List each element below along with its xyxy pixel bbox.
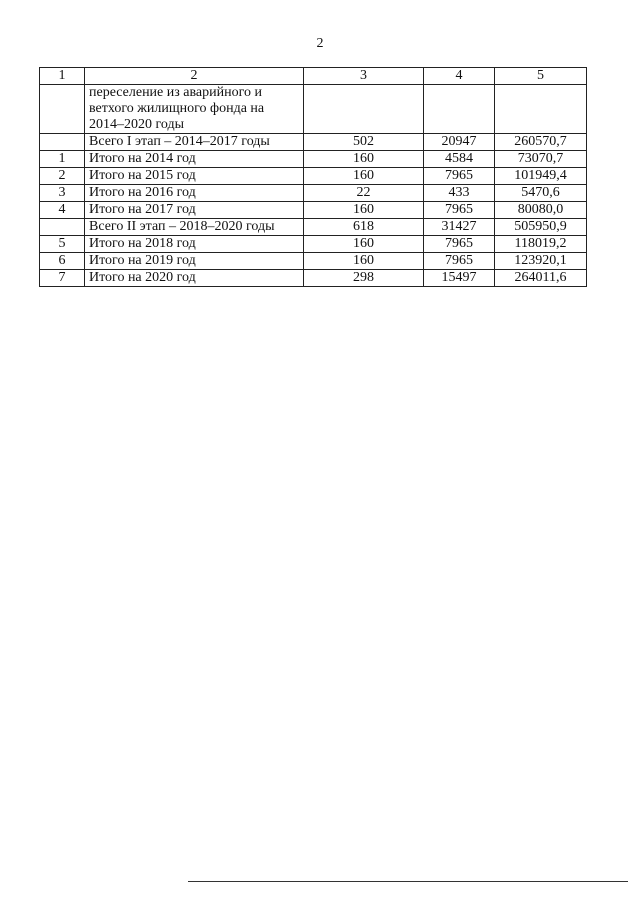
table-row — [40, 202, 587, 219]
table-cell — [495, 85, 587, 134]
table-intro-row — [40, 85, 587, 134]
value-cell-4: 433 — [424, 185, 495, 202]
value-cell-5: 123920,1 — [495, 253, 587, 270]
row-label-cell: Итого на 2019 год — [85, 253, 304, 270]
row-label-cell: Итого на 2017 год — [85, 202, 304, 219]
intro-text: переселение из аварийного и ветхого жилищного фонда на 2014–2020 годы — [85, 85, 304, 134]
value-cell-5: 80080,0 — [495, 202, 587, 219]
value-cell-4: 7965 — [424, 253, 495, 270]
value-cell-3: 22 — [304, 185, 424, 202]
value-cell-4: 7965 — [424, 168, 495, 185]
value-cell-5: 73070,7 — [495, 151, 587, 168]
table-row — [40, 253, 587, 270]
table-row — [40, 168, 587, 185]
bottom-rule — [188, 881, 628, 882]
row-number-cell — [40, 134, 85, 151]
table-row — [40, 185, 587, 202]
table-row — [40, 270, 587, 287]
column-header: 2 — [85, 68, 304, 85]
value-cell-3: 160 — [304, 168, 424, 185]
value-cell-4: 7965 — [424, 236, 495, 253]
value-cell-4: 15497 — [424, 270, 495, 287]
column-header: 5 — [495, 68, 587, 85]
value-cell-5: 260570,7 — [495, 134, 587, 151]
table-header-row — [40, 68, 587, 85]
row-number-cell: 2 — [40, 168, 85, 185]
value-cell-3: 298 — [304, 270, 424, 287]
table-row — [40, 219, 587, 236]
value-cell-3: 160 — [304, 202, 424, 219]
column-header: 4 — [424, 68, 495, 85]
row-label-cell: Итого на 2014 год — [85, 151, 304, 168]
value-cell-5: 505950,9 — [495, 219, 587, 236]
row-label-cell: Итого на 2015 год — [85, 168, 304, 185]
table-row — [40, 134, 587, 151]
table-cell — [40, 85, 85, 134]
value-cell-4: 20947 — [424, 134, 495, 151]
row-number-cell: 5 — [40, 236, 85, 253]
value-cell-3: 502 — [304, 134, 424, 151]
row-number-cell: 7 — [40, 270, 85, 287]
value-cell-3: 160 — [304, 151, 424, 168]
row-label-cell: Итого на 2020 год — [85, 270, 304, 287]
table-cell — [424, 85, 495, 134]
column-header: 1 — [40, 68, 85, 85]
value-cell-4: 7965 — [424, 202, 495, 219]
row-number-cell: 6 — [40, 253, 85, 270]
row-number-cell: 4 — [40, 202, 85, 219]
value-cell-3: 160 — [304, 236, 424, 253]
table-row — [40, 236, 587, 253]
column-header: 3 — [304, 68, 424, 85]
value-cell-3: 160 — [304, 253, 424, 270]
value-cell-5: 5470,6 — [495, 185, 587, 202]
program-table — [39, 67, 587, 287]
row-label-cell: Всего I этап – 2014–2017 годы — [85, 134, 304, 151]
row-label-cell: Итого на 2018 год — [85, 236, 304, 253]
value-cell-3: 618 — [304, 219, 424, 236]
page-number: 2 — [316, 36, 324, 51]
value-cell-5: 118019,2 — [495, 236, 587, 253]
row-label-cell: Всего II этап – 2018–2020 годы — [85, 219, 304, 236]
value-cell-5: 101949,4 — [495, 168, 587, 185]
value-cell-4: 31427 — [424, 219, 495, 236]
value-cell-5: 264011,6 — [495, 270, 587, 287]
value-cell-4: 4584 — [424, 151, 495, 168]
row-number-cell — [40, 219, 85, 236]
table-row — [40, 151, 587, 168]
row-number-cell: 3 — [40, 185, 85, 202]
row-number-cell: 1 — [40, 151, 85, 168]
table-cell — [304, 85, 424, 134]
row-label-cell: Итого на 2016 год — [85, 185, 304, 202]
